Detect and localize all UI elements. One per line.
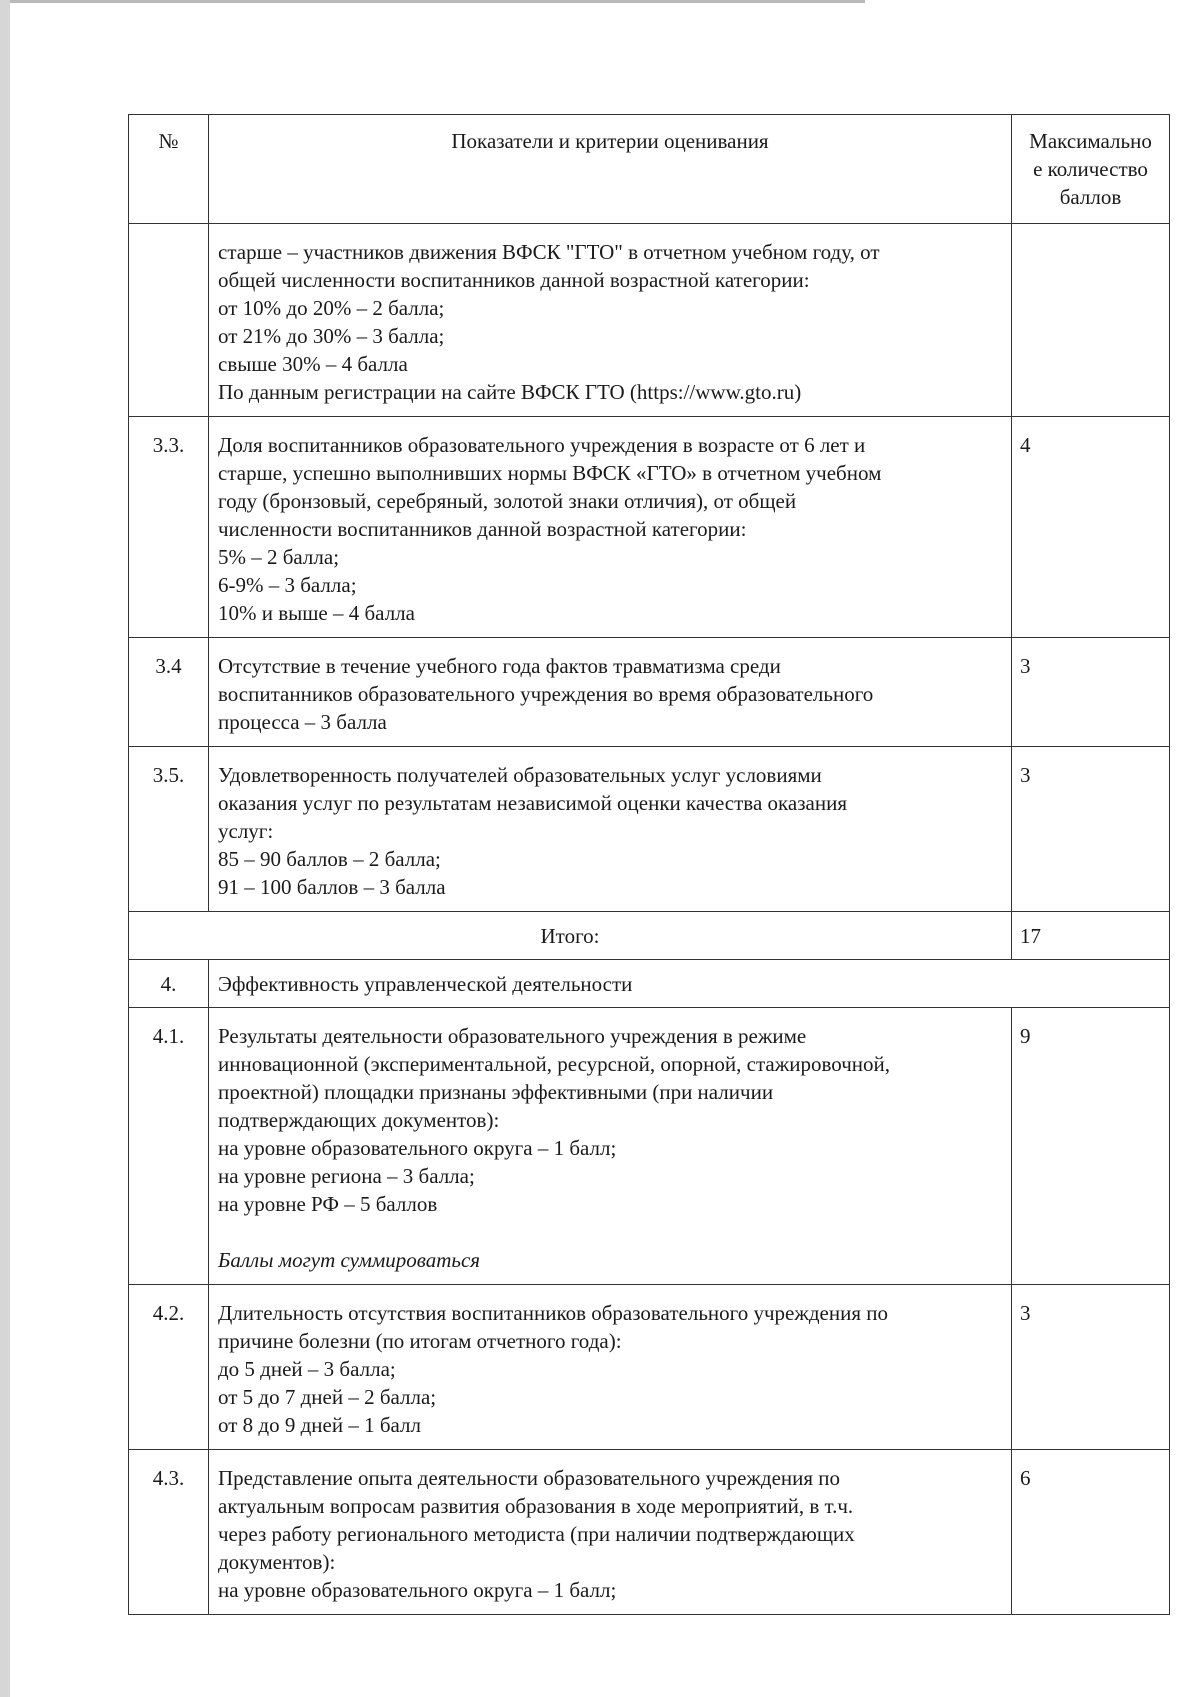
criteria-line: подтверждающих документов):	[218, 1108, 500, 1132]
criteria-line: По данным регистрации на сайте ВФСК ГТО (https://www.gto.ru)	[218, 380, 802, 404]
blank-line	[218, 1218, 1001, 1246]
criteria-line: 6-9% – 3 балла;	[218, 573, 357, 597]
row-criteria	[209, 638, 1012, 747]
criteria-line: Доля воспитанников образовательного учреждения в возрасте от 6 лет и	[218, 433, 866, 457]
criteria-line: 85 – 90 баллов – 2 балла;	[218, 847, 441, 871]
row-number: 3.5.	[129, 747, 209, 912]
scan-left-edge	[0, 0, 10, 1697]
criteria-line: от 5 до 7 дней – 2 балла;	[218, 1385, 437, 1409]
criteria-line: воспитанников образовательного учреждения во время образовательного	[218, 682, 874, 706]
criteria-line: 5% – 2 балла;	[218, 545, 340, 569]
criteria-line: 91 – 100 баллов – 3 балла	[218, 875, 446, 899]
table-row	[129, 417, 1170, 638]
row-number	[129, 224, 209, 417]
criteria-line: свыше 30% – 4 балла	[218, 352, 408, 376]
criteria-table	[128, 114, 1170, 1615]
row-criteria	[209, 417, 1012, 638]
header-criteria: Показатели и критерии оценивания	[209, 115, 1012, 224]
row-number: 4.2.	[129, 1285, 209, 1450]
criteria-line: старше – участников движения ВФСК "ГТО" в отчетном учебном году, от	[218, 240, 880, 264]
row-criteria	[209, 1285, 1012, 1450]
criteria-line: Результаты деятельности образовательного учреждения в режиме	[218, 1024, 807, 1048]
criteria-line: причине болезни (по итогам отчетного года):	[218, 1329, 622, 1353]
criteria-line: от 21% до 30% – 3 балла;	[218, 324, 445, 348]
criteria-line: документов):	[218, 1550, 336, 1574]
criteria-line: проектной) площадки признаны эффективными (при наличии	[218, 1080, 774, 1104]
criteria-line: 10% и выше – 4 балла	[218, 601, 415, 625]
criteria-line: процесса – 3 балла	[218, 710, 387, 734]
criteria-line: через работу регионального методиста (при наличии подтверждающих	[218, 1522, 855, 1546]
criteria-line: услуг:	[218, 819, 274, 843]
row-number: 4.3.	[129, 1450, 209, 1615]
table-row	[129, 224, 1170, 417]
criteria-line: на уровне региона – 3 балла;	[218, 1164, 475, 1188]
criteria-line: оказания услуг по результатам независимой оценки качества оказания	[218, 791, 847, 815]
criteria-line: старше, успешно выполнивших нормы ВФСК «ГТО» в отчетном учебном	[218, 461, 882, 485]
header-number: №	[129, 115, 209, 224]
row-max-points: 3	[1012, 638, 1170, 747]
table-row	[129, 747, 1170, 912]
criteria-line: на уровне образовательного округа – 1 балл;	[218, 1578, 617, 1602]
criteria-line: Удовлетворенность получателей образовательных услуг условиями	[218, 763, 822, 787]
criteria-line: общей численности воспитанников данной возрастной категории:	[218, 268, 810, 292]
row-criteria	[209, 1450, 1012, 1615]
criteria-line: на уровне РФ – 5 баллов	[218, 1192, 438, 1216]
criteria-line: от 8 до 9 дней – 1 балл	[218, 1413, 421, 1437]
row-criteria	[209, 224, 1012, 417]
section-number: 4.	[129, 960, 209, 1008]
criteria-line: от 10% до 20% – 2 балла;	[218, 296, 445, 320]
criteria-line: на уровне образовательного округа – 1 балл;	[218, 1136, 617, 1160]
criteria-line: численности воспитанников данной возрастной категории:	[218, 517, 747, 541]
row-max-points: 3	[1012, 1285, 1170, 1450]
criteria-line: Длительность отсутствия воспитанников образовательного учреждения по	[218, 1301, 888, 1325]
row-max-points: 9	[1012, 1008, 1170, 1285]
row-criteria	[209, 1008, 1012, 1285]
table-header-row	[129, 115, 1170, 224]
section-header-row	[129, 960, 1170, 1008]
header-max-line: е количество	[1033, 157, 1148, 181]
row-max-points: 6	[1012, 1450, 1170, 1615]
row-number: 3.4	[129, 638, 209, 747]
total-row	[129, 912, 1170, 960]
criteria-line: инновационной (экспериментальной, ресурсной, опорной, стажировочной,	[218, 1052, 890, 1076]
section-title: Эффективность управленческой деятельности	[209, 960, 1170, 1008]
criteria-line: актуальным вопросам развития образования в ходе мероприятий, в т.ч.	[218, 1494, 854, 1518]
total-label: Итого:	[129, 912, 1012, 960]
criteria-line: до 5 дней – 3 балла;	[218, 1357, 396, 1381]
row-criteria	[209, 747, 1012, 912]
table-row	[129, 638, 1170, 747]
header-max-points	[1012, 115, 1170, 224]
row-max-points: 4	[1012, 417, 1170, 638]
criteria-line: году (бронзовый, серебряный, золотой знаки отличия), от общей	[218, 489, 797, 513]
total-value: 17	[1012, 912, 1170, 960]
header-max-line: Максимально	[1029, 129, 1152, 153]
row-max-points	[1012, 224, 1170, 417]
criteria-note: Баллы могут суммироваться	[218, 1248, 481, 1272]
criteria-line: Отсутствие в течение учебного года фактов травматизма среди	[218, 654, 781, 678]
table-row	[129, 1008, 1170, 1285]
criteria-line: Представление опыта деятельности образовательного учреждения по	[218, 1466, 841, 1490]
row-number: 3.3.	[129, 417, 209, 638]
table-row	[129, 1285, 1170, 1450]
header-max-line: баллов	[1059, 185, 1122, 209]
row-max-points: 3	[1012, 747, 1170, 912]
row-number: 4.1.	[129, 1008, 209, 1285]
scan-top-line	[10, 0, 865, 3]
table-row	[129, 1450, 1170, 1615]
